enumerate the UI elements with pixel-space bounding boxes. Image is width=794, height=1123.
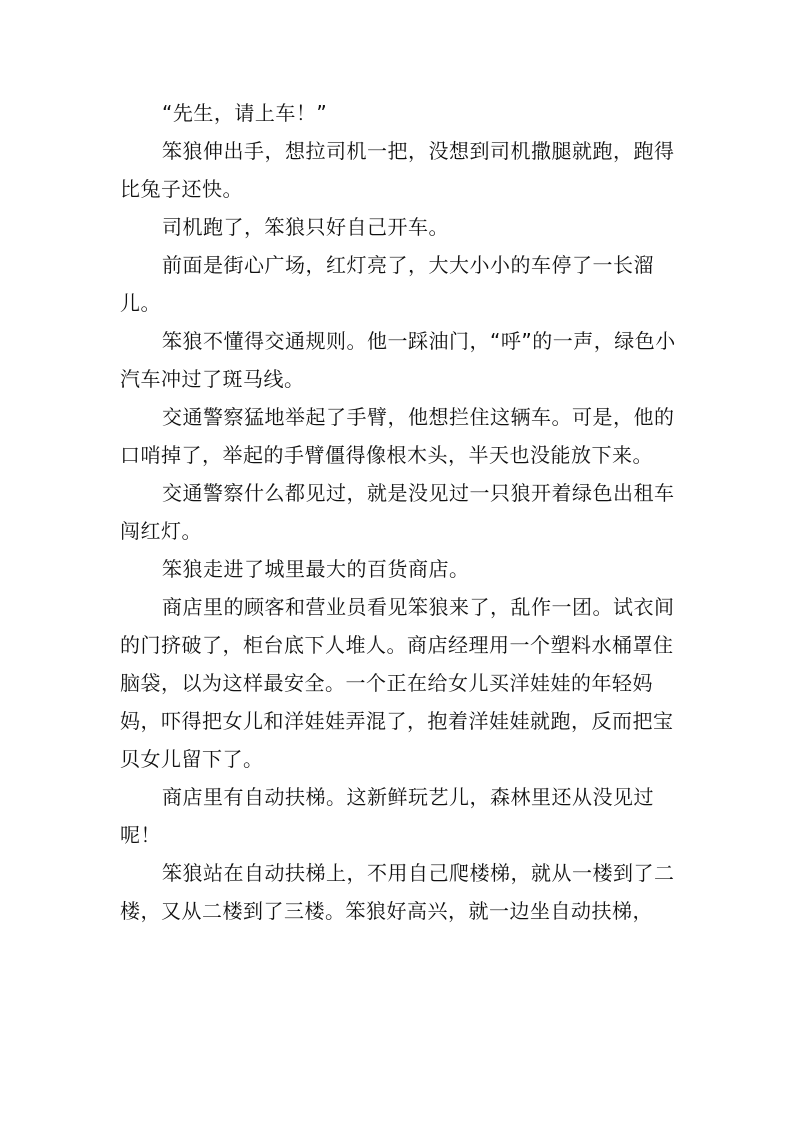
paragraph-2: 笨狼伸出手，想拉司机一把，没想到司机撒腿就跑，跑得比兔子还快。 xyxy=(120,139,675,201)
paragraph-3: 司机跑了，笨狼只好自己开车。 xyxy=(162,215,449,239)
paragraph-7: 交通警察什么都见过，就是没见过一只狼开着绿色出租车闯红灯。 xyxy=(120,481,675,543)
paragraph-9: 商店里的顾客和营业员看见笨狼来了，乱作一团。试衣间的门挤破了，柜台底下人堆人。商店经理用一个塑料水桶罩住脑袋，以为这样最安全。一个正在给女儿买洋娃娃的年轻妈妈，吓得把女儿和洋娃娃弄混了，抱着洋娃娃就跑，反而把宝贝女儿留下了。 xyxy=(120,595,675,771)
paragraph-11: 笨狼站在自动扶梯上，不用自己爬楼梯，就从一楼到了二楼，又从二楼到了三楼。笨狼好高兴，就一边坐自动扶梯， xyxy=(120,861,675,923)
paragraph-8: 笨狼走进了城里最大的百货商店。 xyxy=(162,557,470,581)
paragraph-6: 交通警察猛地举起了手臂，他想拦住这辆车。可是，他的口哨掉了，举起的手臂僵得像根木头，半天也没能放下来。 xyxy=(120,405,675,467)
paragraph-10: 商店里有自动扶梯。这新鲜玩艺儿，森林里还从没见过呢！ xyxy=(120,785,654,847)
story-text xyxy=(120,94,680,930)
paragraph-5: 笨狼不懂得交通规则。他一踩油门，“呼”的一声，绿色小汽车冲过了斑马线。 xyxy=(120,329,676,391)
paragraph-4: 前面是街心广场，红灯亮了，大大小小的车停了一长溜儿。 xyxy=(120,253,654,315)
paragraph-1: “先生，请上车！” xyxy=(162,101,328,125)
